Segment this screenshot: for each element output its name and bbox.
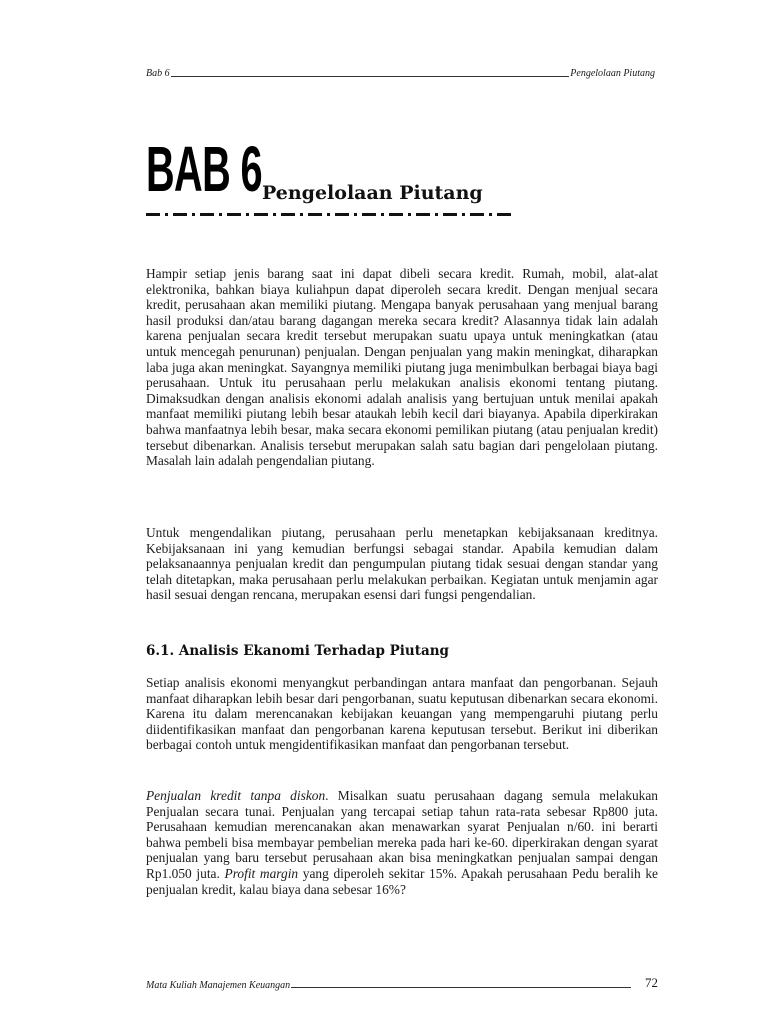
chapter-divider [146, 213, 515, 216]
example-text-b: yang diperoleh sekitar 15%. Apakah perusahaan Pedu beralih ke penjualan kredit, kalau biaya dana sebesar 16%? [146, 865, 658, 897]
header-title: Pengelolaan Piutang [570, 68, 655, 79]
paragraph-example [146, 788, 658, 897]
example-lead: Penjualan kredit tanpa diskon [146, 788, 326, 803]
paragraph-analysis: Setiap analisis ekonomi menyangkut perbandingan antara manfaat dan pengorbanan. Sejauh manfaat diharapkan lebih besar dari pengorbanan, suatu keputusan dibenarkan secara ekonomi. Karena itu dalam merencanakan kebijakan keuangan yang mempengaruhi piutang perlu diidentifikasikan manfaat dan pengorbanan karena keputusan tersebut. Berikut ini diberikan berbagai contoh untuk mengidentifikasikan manfaat dan pengorbanan tersebut. [146, 675, 658, 753]
running-header [146, 68, 655, 79]
paragraph-intro: Hampir setiap jenis barang saat ini dapat dibeli secara kredit. Rumah, mobil, alat-alat elektronika, bahkan biaya kuliahpun dapat diperoleh secara kredit. Dengan menjual secara kredit, perusahaan akan memiliki piutang. Mengapa banyak perusahaan yang menjual barang hasil produksi dan/atau barang dagangan mereka secara kredit? Alasannya tidak lain adalah karena penjualan secara kredit tersebut merupakan suatu upaya untuk meningkatkan (atau untuk mencegah penurunan) penjualan. Dengan penjualan yang makin meningkat, diharapkan laba juga akan meningkat. Sayangnya memiliki piutang juga menimbulkan berbagai biaya bagi perusahaan. Untuk itu perusahaan perlu melakukan analisis ekonomi tentang piutang. Dimaksudkan dengan analisis ekonomi adalah analisis yang bertujuan untuk menilai apakah manfaat memiliki piutang lebih besar ataukah lebih kecil dari biayanya. Apabila diperkirakan bahwa manfaatnya lebih besar, maka secara ekonomi pemilikan piutang (atau penjualan kredit) tersebut dibenarkan. Analisis tersebut merupakan salah satu bagian dari pengelolaan piutang. Masalah lain adalah pengendalian piutang. [146, 266, 658, 469]
example-text-a: . Misalkan suatu perusahaan dagang semula melakukan Penjualan secara tunai. Penjualan yang tercapai setiap tahun rata-rata sebesar Rp800 juta. Perusahaan kemudian merencanakan akan menawarkan syarat Penjualan n/60. ini berarti bahwa pembeli bisa membayar pembelian mereka pada hari ke-60. diperkirakan dengan syarat penjualan yang baru tersebut perusahaan akan bisa meningkatkan penjualan sampai dengan Rp1.050 juta. [146, 788, 658, 881]
header-rule [171, 76, 570, 77]
chapter-title: Pengelolaan Piutang [262, 182, 483, 204]
section-heading: 6.1. Analisis Ekanomi Terhadap Piutang [146, 643, 449, 659]
running-footer [146, 975, 658, 991]
header-chapter: Bab 6 [146, 68, 170, 79]
chapter-number: BAB 6 [146, 133, 262, 205]
example-term: Profit margin [224, 865, 299, 881]
page-number: 72 [645, 975, 658, 990]
footer-rule [291, 987, 631, 988]
paragraph-control: Untuk mengendalikan piutang, perusahaan perlu menetapkan kebijaksanaan kreditnya. Kebijaksanaan ini yang kemudian berfungsi sebagai standar. Apabila kemudian dalam pelaksanaannya penjualan kredit dan pengumpulan piutang tidak sesuai dengan standar yang telah ditetapkan, maka perusahaan perlu melakukan perbaikan. Kegiatan untuk menjamin agar hasil sesuai dengan rencana, merupakan esensi dari fungsi pengendalian. [146, 525, 658, 603]
footer-course: Mata Kuliah Manajemen Keuangan [146, 980, 291, 991]
